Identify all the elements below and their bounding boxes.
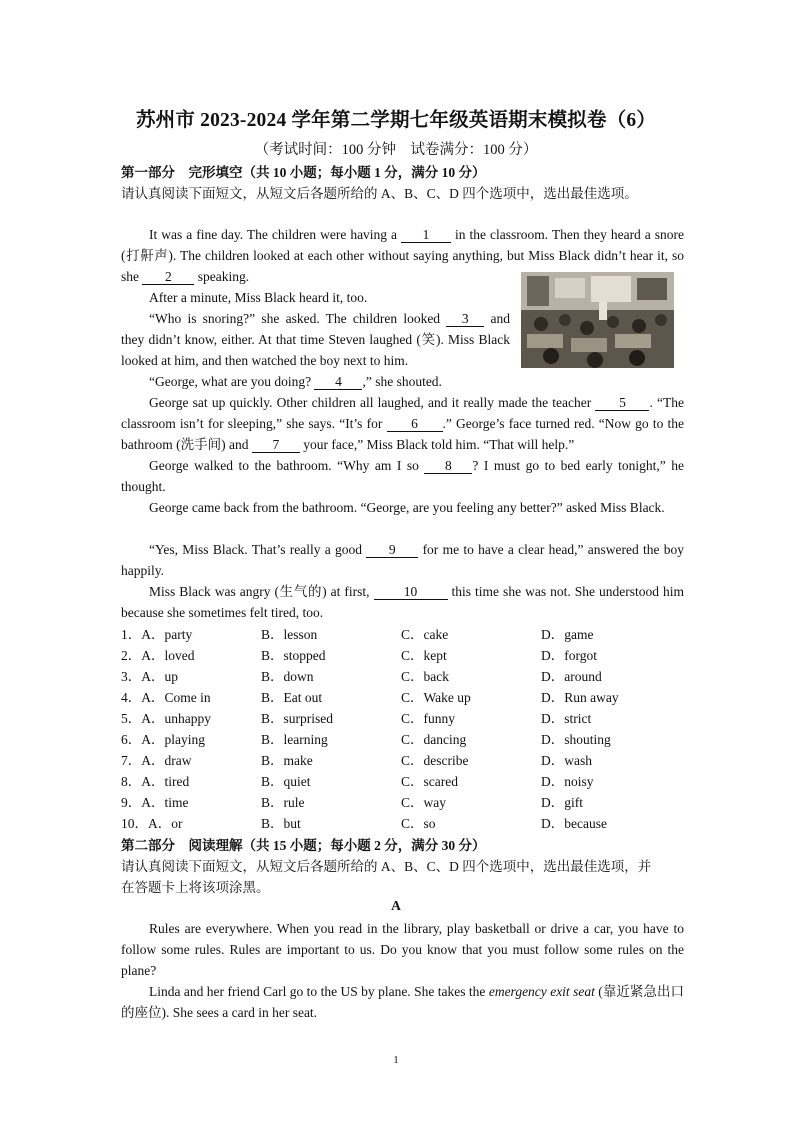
question-row: [121, 644, 721, 665]
blank-3: 3: [446, 311, 484, 327]
blank-2: 2: [142, 269, 194, 285]
option-d: D．noisy: [541, 774, 594, 789]
question-row: [121, 686, 721, 707]
blank-7: 7: [252, 437, 300, 453]
reading-paragraph-1: Rules are everywhere. When you read in the library, play basketball or drive a car, you have to follow some rules. Rules are important to us. Do you know that you must follow some rules on the plane?: [121, 921, 684, 978]
blank-5: 5: [595, 395, 649, 411]
option-c: C．kept: [401, 648, 447, 663]
option-d: D．strict: [541, 711, 592, 726]
passage-paragraph-5: George sat up quickly. Other children all laughed, and it really made the teacher 5 . “The classroom isn’t for sleeping,” she says. “It’s for 6 .” George’s face turned red. “Now go to the bathroom (洗手间) and 7 your face,” Miss Black told him. “That will help.”: [121, 395, 685, 452]
blank-10: 10: [374, 584, 448, 600]
page-title: 苏州市 2023-2024 学年第二学期七年级英语期末模拟卷（6）: [135, 110, 657, 131]
option-n: 1．A．party: [121, 627, 193, 642]
question-row: [121, 623, 721, 644]
option-c: C．describe: [401, 753, 469, 768]
option-b: B．down: [261, 669, 314, 684]
reading-section-label: A: [391, 898, 401, 913]
passage-paragraph-6: George walked to the bathroom. “Why am I so 8 ? I must go to bed early tonight,” he thought.: [121, 458, 685, 494]
option-c: C．way: [401, 795, 446, 810]
option-b: B．learning: [261, 732, 328, 747]
passage-paragraph-1: It was a fine day. The children were having a 1 in the classroom. Then they heard a snore (打鼾声). The children looked at each other without saying anything, but Miss Black didn’t hear it, so she 2 speaking.: [121, 227, 685, 284]
option-n: 7．A．draw: [121, 753, 192, 768]
option-d: D．shouting: [541, 732, 611, 747]
option-c: C．dancing: [401, 732, 467, 747]
option-c: C．Wake up: [401, 690, 471, 705]
option-c: C．back: [401, 669, 449, 684]
option-n: 8．A．tired: [121, 774, 190, 789]
option-d: D．because: [541, 816, 607, 831]
option-d: D．game: [541, 627, 594, 642]
exam-info: （考试时间：100 分钟 试卷满分：100 分）: [254, 142, 538, 158]
option-d: D．gift: [541, 795, 583, 810]
passage-paragraph-8: “Yes, Miss Black. That’s really a good 9 for me to have a clear head,” answered the boy happily.: [121, 542, 685, 578]
part2-instruction-line1: 请认真阅读下面短文，从短文后各题所给的 A、B、C、D 四个选项中，选出最佳选项，并: [121, 859, 652, 874]
option-b: B．make: [261, 753, 313, 768]
option-b: B．lesson: [261, 627, 318, 642]
part1-instruction: 请认真阅读下面短文，从短文后各题所给的 A、B、C、D 四个选项中，选出最佳选项。: [121, 186, 638, 201]
option-b: B．stopped: [261, 648, 326, 663]
passage-paragraph-3: “Who is snoring?” she asked. The children looked 3 and they didn’t know, either. At that time Steven laughed (笑). Miss Black looked at him, and then watched the boy next to him.: [121, 311, 510, 368]
question-row: [121, 791, 721, 812]
question-row: [121, 812, 721, 833]
option-n: 3．A．up: [121, 669, 178, 684]
option-d: D．wash: [541, 753, 592, 768]
option-b: B．quiet: [261, 774, 311, 789]
passage-paragraph-2: After a minute, Miss Black heard it, too.: [149, 290, 368, 305]
blank-6: 6: [387, 416, 443, 432]
option-n: 2．A．loved: [121, 648, 195, 663]
option-c: C．cake: [401, 627, 449, 642]
passage-paragraph-4: “George, what are you doing? 4 ,” she shouted.: [149, 374, 442, 389]
option-n: 6．A．playing: [121, 732, 205, 747]
blank-9: 9: [366, 542, 418, 558]
option-c: C．so: [401, 816, 436, 831]
option-b: B．but: [261, 816, 301, 831]
option-n: 4．A．Come in: [121, 690, 211, 705]
question-row: [121, 707, 721, 728]
option-n: 5．A．unhappy: [121, 711, 211, 726]
blank-1: 1: [401, 227, 451, 243]
question-row: [121, 728, 721, 749]
blank-4: 4: [314, 374, 362, 390]
question-row: [121, 770, 721, 791]
classroom-photo: [521, 272, 674, 368]
option-d: D．Run away: [541, 690, 619, 705]
part1-heading: 第一部分 完形填空（共 10 小题；每小题 1 分，满分 10 分）: [121, 165, 486, 180]
option-d: D．forgot: [541, 648, 597, 663]
option-n: 9．A．time: [121, 795, 189, 810]
option-c: C．scared: [401, 774, 458, 789]
question-row: [121, 749, 721, 770]
option-b: B．surprised: [261, 711, 333, 726]
emphasis-term: emergency exit seat: [488, 984, 595, 999]
question-row: [121, 665, 721, 686]
option-b: B．rule: [261, 795, 305, 810]
page-number: 1: [393, 1054, 399, 1066]
passage-paragraph-7: George came back from the bathroom. “George, are you feeling any better?” asked Miss Black.: [149, 500, 665, 515]
option-d: D．around: [541, 669, 602, 684]
option-n: 10．A．or: [121, 816, 183, 831]
option-c: C．funny: [401, 711, 455, 726]
part2-instruction-line2: 在答题卡上将该项涂黑。: [121, 880, 270, 895]
blank-8: 8: [424, 458, 472, 474]
part2-heading: 第二部分 阅读理解（共 15 小题；每小题 2 分，满分 30 分）: [121, 838, 486, 853]
reading-paragraph-2: Linda and her friend Carl go to the US by plane. She takes the emergency exit seat (靠近紧急出口的座位). She sees a card in her seat.: [121, 984, 685, 1020]
passage-paragraph-9: Miss Black was angry (生气的) at first, 10 this time she was not. She understood him because she sometimes felt tired, too.: [121, 584, 684, 620]
option-b: B．Eat out: [261, 690, 323, 705]
